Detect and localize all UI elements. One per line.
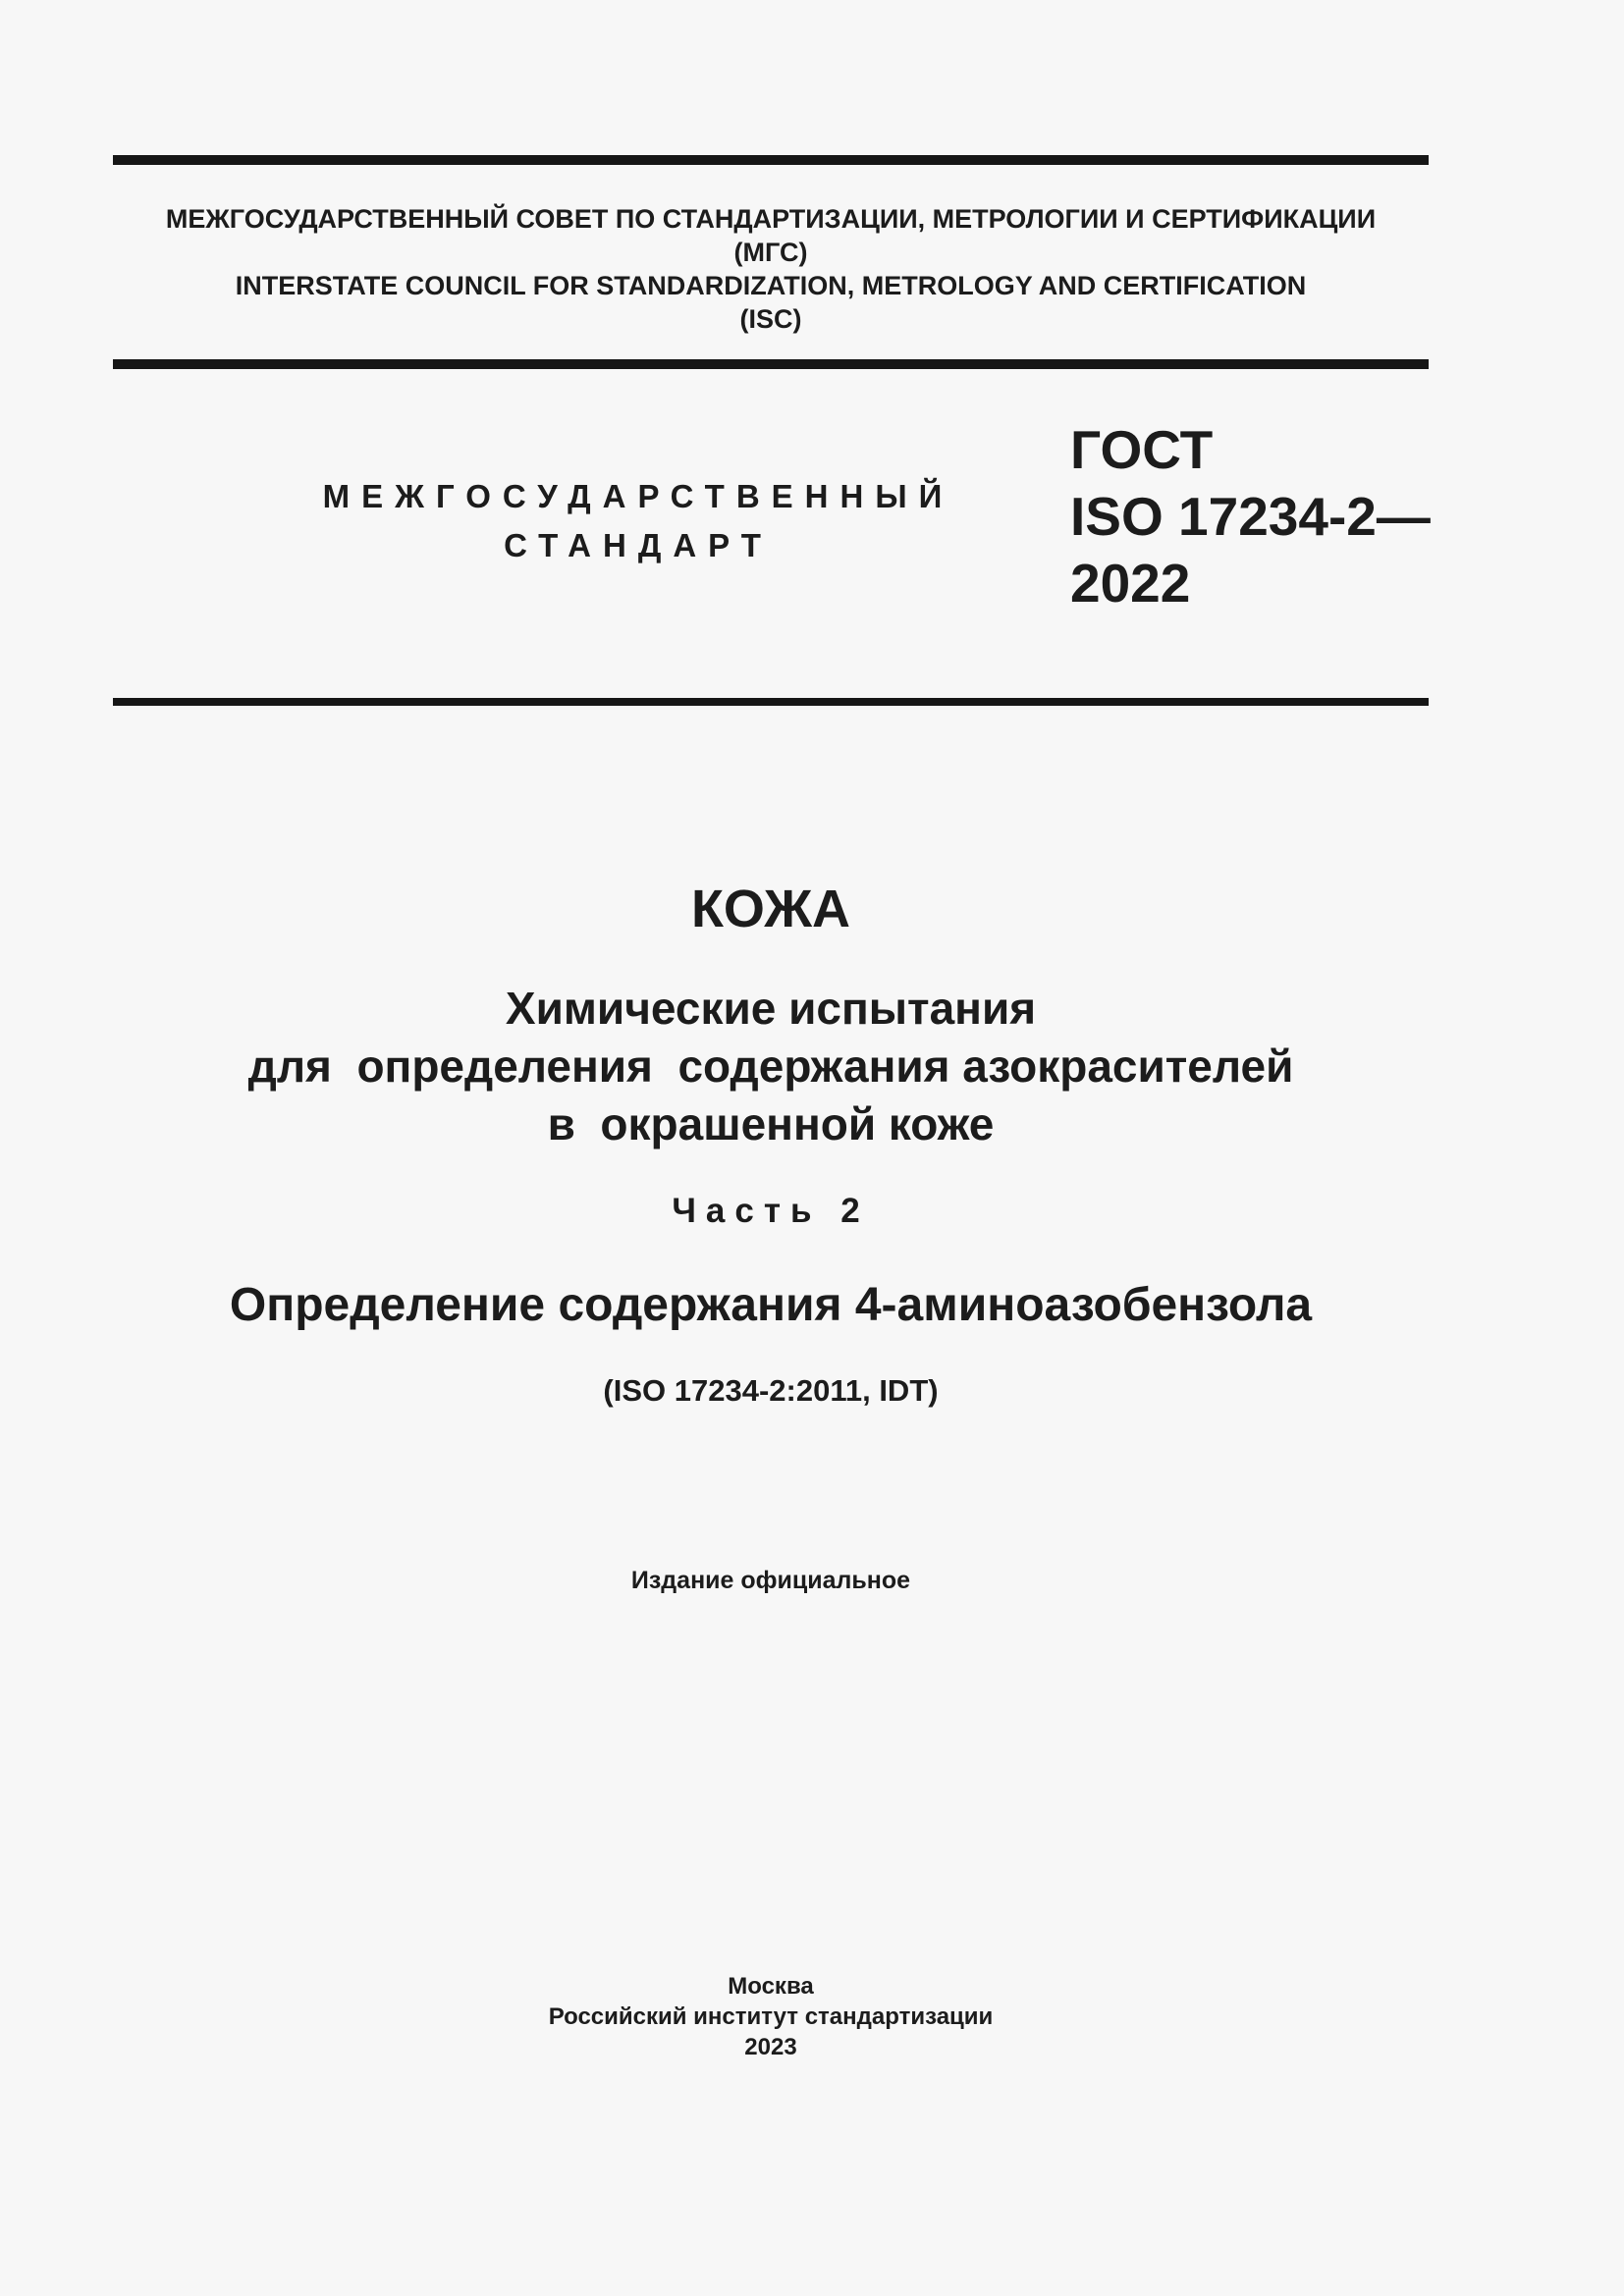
subtitle-line1: Химические испытания xyxy=(505,983,1037,1034)
document-title: КОЖА xyxy=(690,880,851,938)
publisher-name: Российский институт стандартизации xyxy=(548,2003,994,2030)
standard-code xyxy=(1070,416,1431,616)
bottom-divider xyxy=(113,698,1429,706)
standard-type-line1: МЕЖГОСУДАРСТВЕННЫЙ xyxy=(322,478,954,514)
subtitle-line3: в окрашенной коже xyxy=(547,1098,995,1149)
publisher-city: Москва xyxy=(728,1973,814,2000)
standard-code-line1: ГОСТ xyxy=(1070,419,1214,480)
council-header xyxy=(113,202,1429,336)
standard-code-line2: ISO 17234-2— xyxy=(1070,486,1431,547)
middle-divider xyxy=(113,359,1429,369)
document-subtitle xyxy=(113,980,1429,1153)
publication-year: 2023 xyxy=(744,2034,797,2060)
council-name-en: INTERSTATE COUNCIL FOR STANDARDIZATION, METROLOGY AND CERTIFICATION xyxy=(235,271,1307,300)
edition-note: Издание официальное xyxy=(630,1567,911,1594)
council-abbr-en: (ISC) xyxy=(739,304,802,334)
part-title: Определение содержания 4-аминоазобензола xyxy=(229,1279,1313,1331)
part-number: Часть 2 xyxy=(672,1192,870,1230)
publisher-block xyxy=(113,1971,1429,2062)
standard-type-line2: СТАНДАРТ xyxy=(504,527,773,563)
iso-reference: (ISO 17234-2:2011, IDT) xyxy=(603,1373,939,1408)
standard-code-line3: 2022 xyxy=(1070,553,1191,614)
top-divider xyxy=(113,155,1429,165)
council-abbr-ru: (МГС) xyxy=(733,238,808,267)
standard-type xyxy=(295,472,982,570)
council-name-ru: МЕЖГОСУДАРСТВЕННЫЙ СОВЕТ ПО СТАНДАРТИЗАЦИИ, МЕТРОЛОГИИ И СЕРТИФИКАЦИИ xyxy=(165,204,1377,234)
subtitle-line2: для определения содержания азокрасителей xyxy=(247,1041,1294,1092)
